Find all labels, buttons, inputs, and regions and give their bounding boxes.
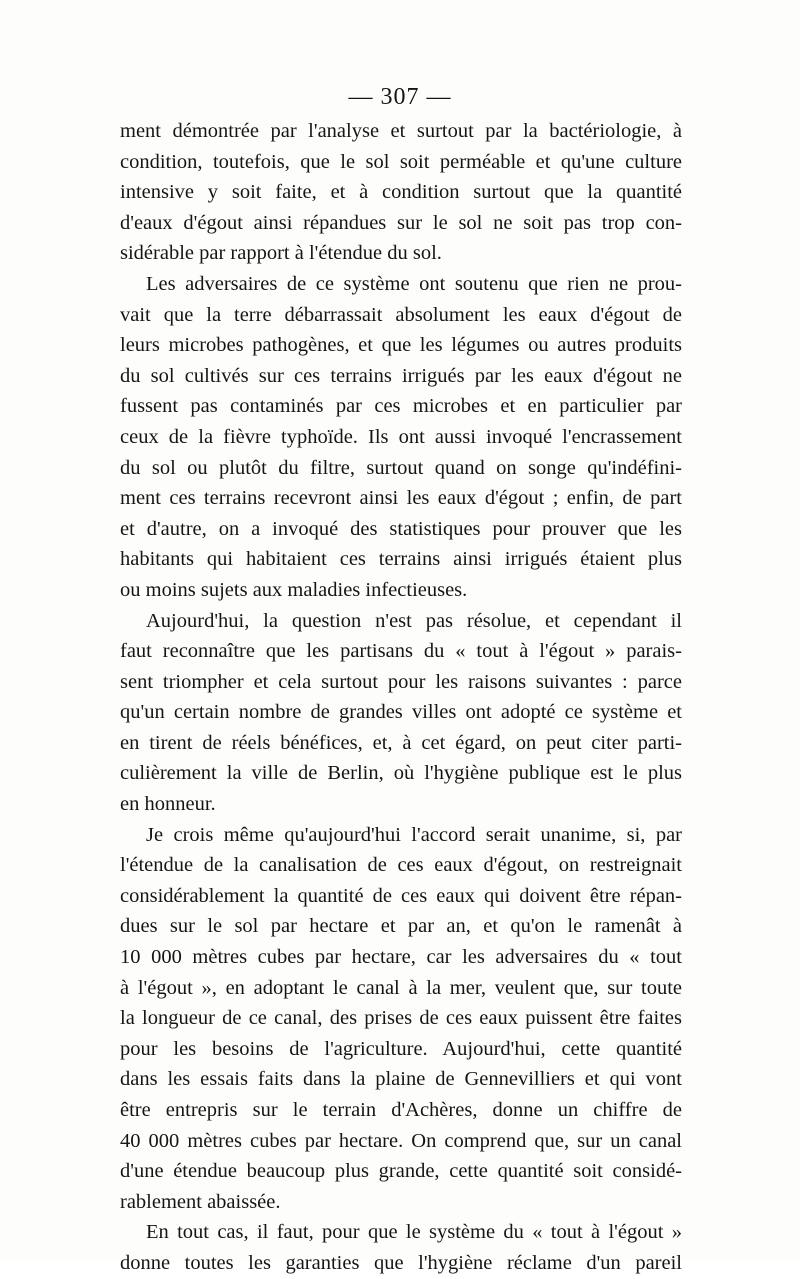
body-text [120, 116, 682, 1279]
text-line: considérablement la quantité de ces eaux qui doivent être répan- [120, 884, 682, 907]
text-line: habitants qui habitaient ces terrains ainsi irrigués étaient plus [120, 548, 682, 571]
text-line: la longueur de ce canal, des prises de ces eaux puissent être faites [120, 1007, 682, 1030]
text-line: du sol cultivés sur ces terrains irrigués par les eaux d'égout ne [120, 364, 682, 387]
text-line: donne toutes les garanties que l'hygiène réclame d'un pareil [120, 1251, 682, 1274]
text-line: culièrement la ville de Berlin, où l'hygiène publique est le plus [120, 762, 682, 785]
text-line: qu'un certain nombre de grandes villes ont adopté ce système et [120, 701, 682, 724]
text-line: rablement abaissée. [120, 1190, 281, 1213]
text-line: fussent pas contaminés par ces microbes et en particulier par [120, 395, 682, 418]
text-line: Les adversaires de ce système ont soutenu que rien ne prou- [146, 272, 682, 295]
text-line: ment démontrée par l'analyse et surtout par la bactériologie, à [120, 120, 682, 142]
paragraph [120, 116, 682, 269]
text-line: sent triompher et cela surtout pour les raisons suivantes : parce [120, 670, 682, 693]
text-line: ou moins sujets aux maladies infectieuses. [120, 578, 468, 601]
text-line: l'étendue de la canalisation de ces eaux d'égout, on restreignait [120, 854, 682, 877]
text-line: d'une étendue beaucoup plus grande, cette quantité soit considé- [120, 1160, 682, 1183]
text-line: sidérable par rapport à l'étendue du sol. [120, 242, 442, 265]
text-line: Aujourd'hui, la question n'est pas résolue, et cependant il [146, 609, 682, 632]
text-line: dans les essais faits dans la plaine de Gennevilliers et qui vont [120, 1068, 682, 1091]
text-line: en honneur. [120, 793, 216, 816]
text-line: à l'égout », en adoptant le canal à la mer, veulent que, sur toute [120, 976, 682, 999]
text-line: dues sur le sol par hectare et par an, et qu'on le ramenât à [120, 915, 682, 938]
paragraph [120, 269, 682, 606]
page-number: — 307 — [348, 84, 452, 110]
text-line: leurs microbes pathogènes, et que les légumes ou autres produits [120, 334, 682, 357]
text-line: faut reconnaître que les partisans du « tout à l'égout » parais- [120, 640, 682, 663]
text-line: intensive y soit faite, et à condition surtout que la quantité [120, 181, 682, 204]
text-line: condition, toutefois, que le sol soit perméable et qu'une culture [120, 150, 682, 173]
text-line: Je crois même qu'aujourd'hui l'accord serait unanime, si, par [146, 823, 682, 846]
text-line: vait que la terre débarrassait absolument les eaux d'égout de [120, 303, 682, 326]
paragraph [120, 1217, 682, 1278]
paragraph [120, 606, 682, 820]
text-line: 40 000 mètres cubes par hectare. On comprend que, sur un canal [120, 1129, 682, 1152]
text-line: en tirent de réels bénéfices, et, à cet égard, on peut citer parti- [120, 731, 682, 754]
text-line: du sol ou plutôt du filtre, surtout quand on songe qu'indéfini- [120, 456, 682, 479]
text-line: ceux de la fièvre typhoïde. Ils ont aussi invoqué l'encrassement [120, 425, 682, 448]
paragraph [120, 820, 682, 1218]
text-line: ment ces terrains recevront ainsi les eaux d'égout ; enfin, de part [120, 487, 682, 510]
text-line: En tout cas, il faut, pour que le système du « tout à l'égout » [146, 1221, 682, 1244]
text-line: pour les besoins de l'agriculture. Aujourd'hui, cette quantité [120, 1037, 682, 1060]
text-line: 10 000 mètres cubes par hectare, car les adversaires du « tout [120, 946, 682, 969]
text-line: et d'autre, on a invoqué des statistiques pour prouver que les [120, 517, 682, 540]
text-line: être entrepris sur le terrain d'Achères, donne un chiffre de [120, 1099, 682, 1121]
text-line: d'eaux d'égout ainsi répandues sur le sol ne soit pas trop con- [120, 211, 682, 234]
